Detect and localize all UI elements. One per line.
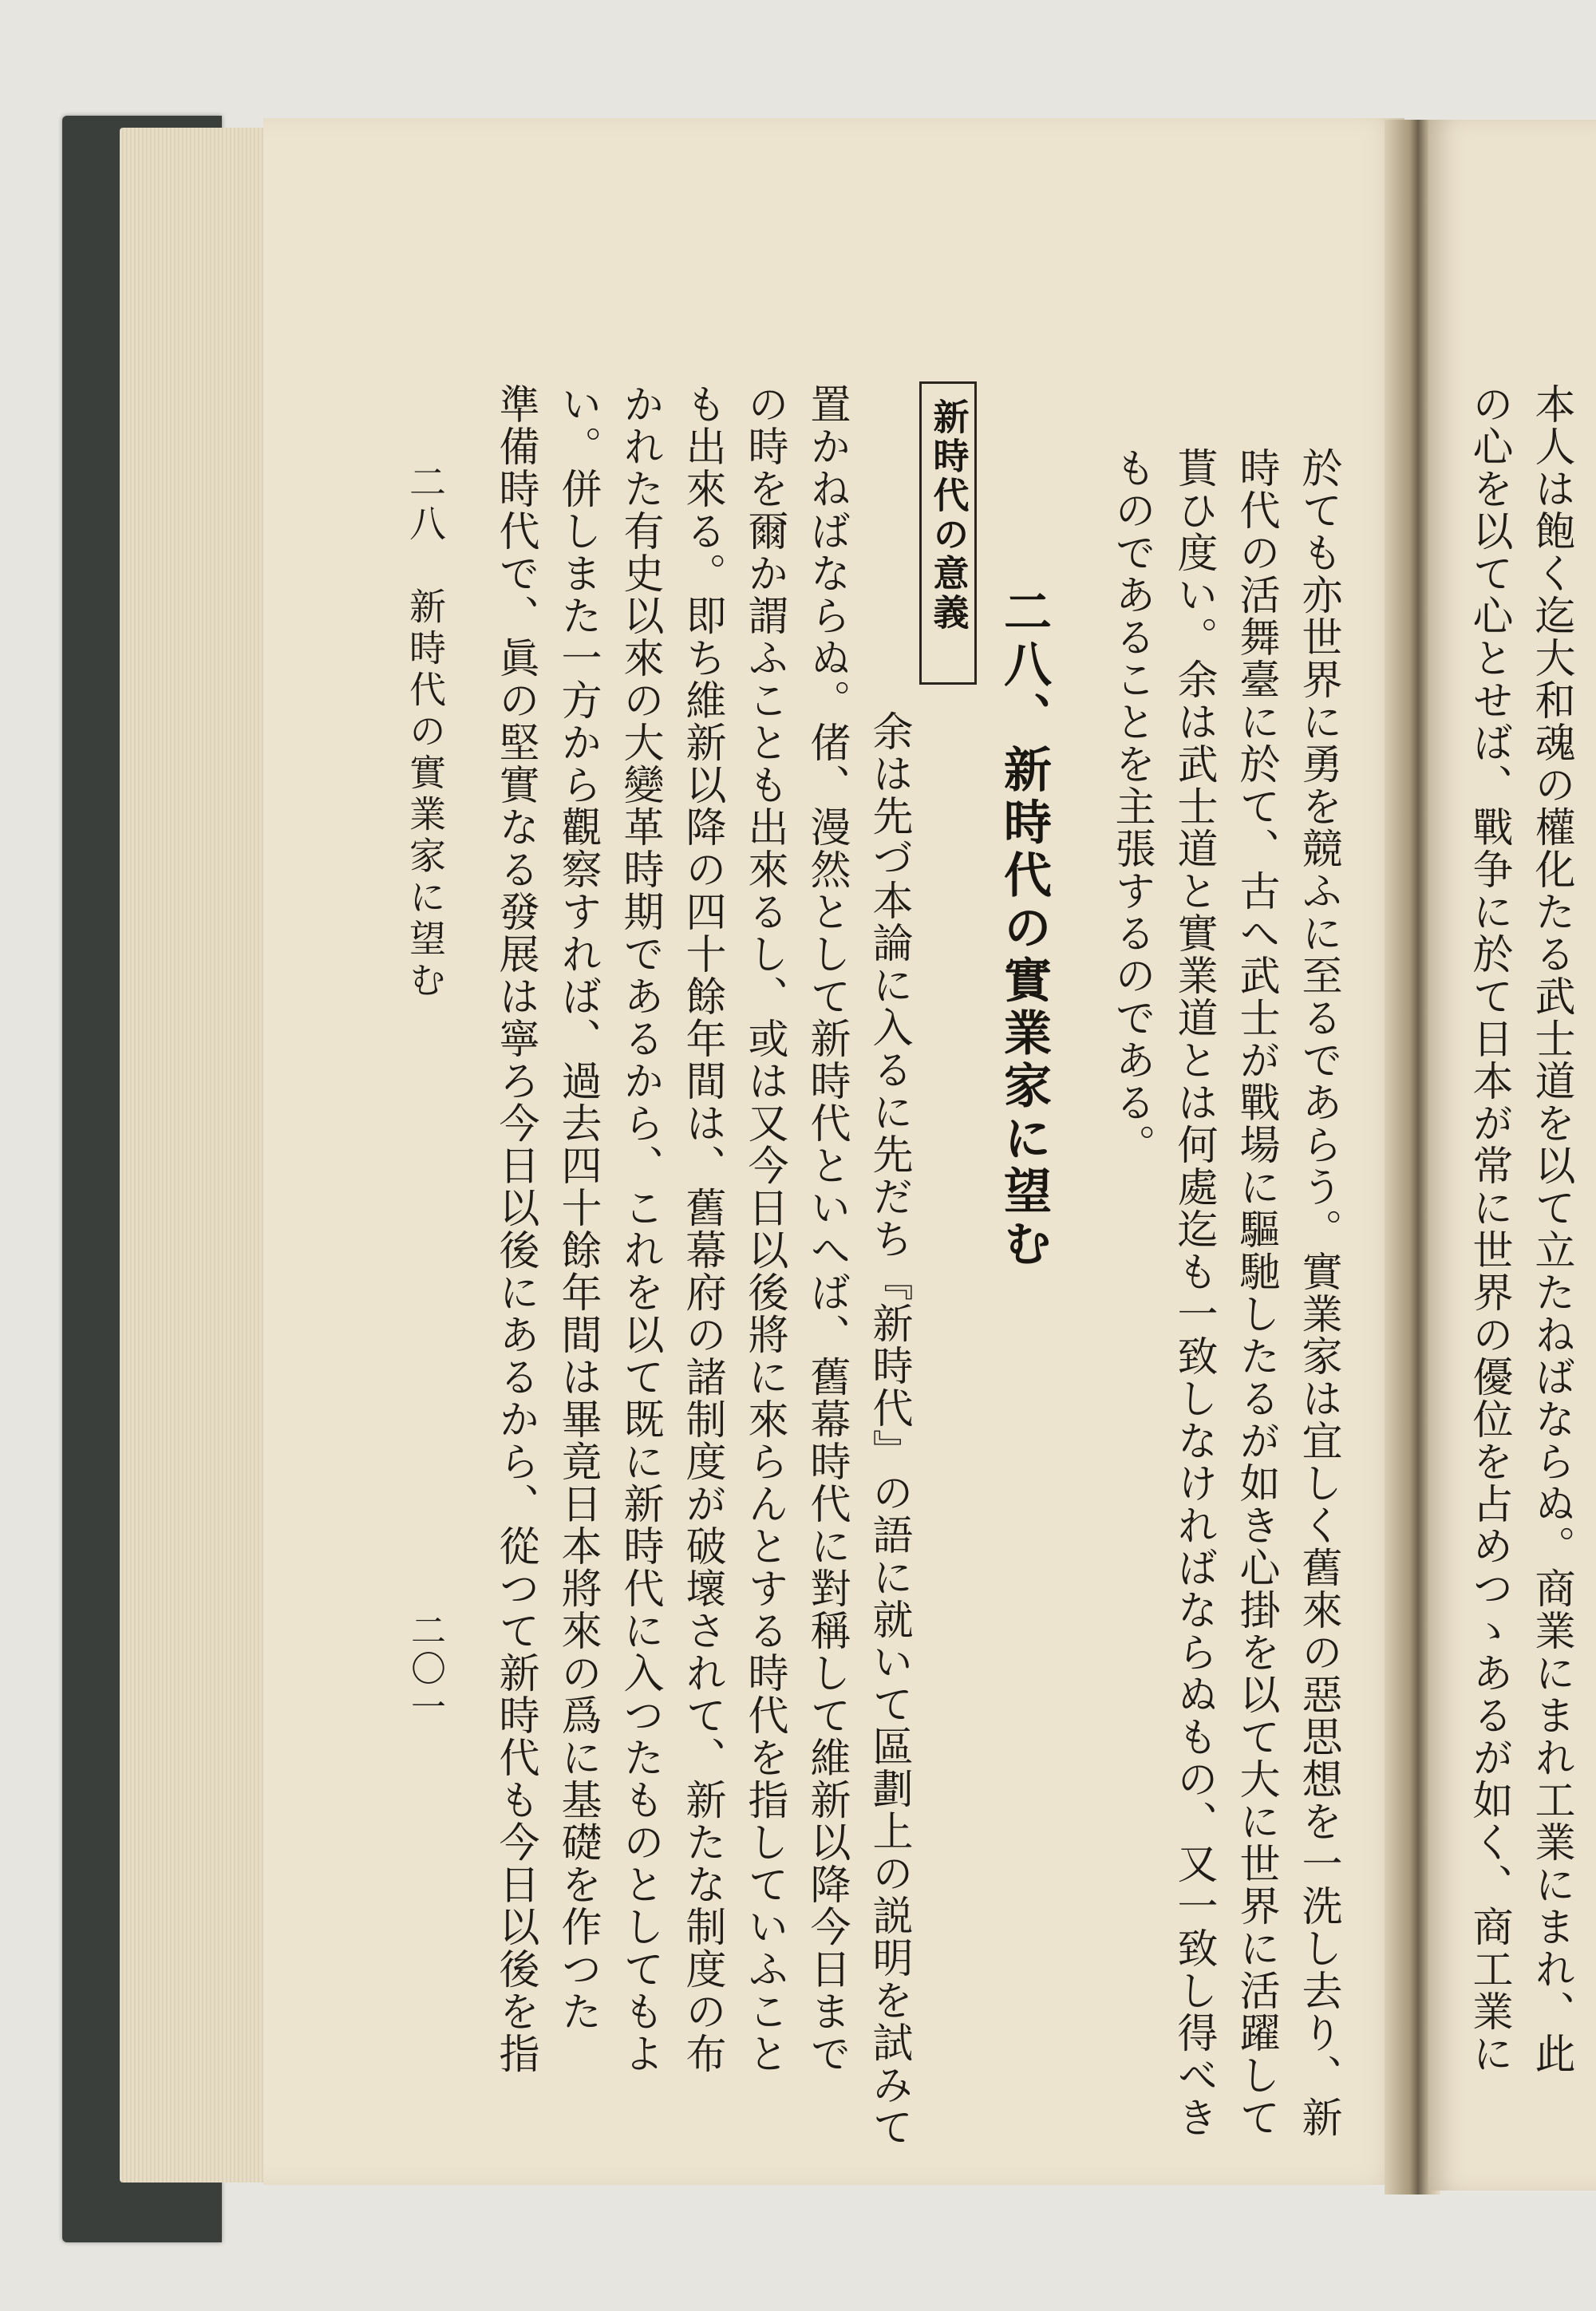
body-line-5: かれた有史以來の大變革時期であるから、これを以て既に新時代に入つたものとしてもよ <box>616 383 663 2075</box>
body-line-7: 準備時代で、眞の堅實なる發展は寧ろ今日以後にあるから、從つて新時代も今日以後を指 <box>492 383 539 2075</box>
running-head: 二八 新時代の實業家に望む <box>404 463 447 1002</box>
body-line-6: い。併しまた一方から觀察すれば、過去四十餘年間は畢竟日本將來の爲に基礎を作つた <box>554 383 601 2032</box>
page-edges <box>120 128 279 2183</box>
page-number: 二〇一 <box>405 1612 445 1727</box>
chapter-heading: 二八、新時代の實業家に望む <box>996 587 1052 1271</box>
body-line-3: の時を爾か謂ふことも出來るし、或は又今日以後將に來らんとする時代を指していふこと <box>741 383 788 2075</box>
intro-line-1: 於ても亦世界に勇を競ふに至るであらう。實業家は宜しく舊來の惡思想を一洗し去り、新 <box>1294 447 1341 2139</box>
section-title: 新時代の意義 <box>926 398 970 633</box>
intro-line-4: ものであることを主張するのである。 <box>1108 447 1155 1166</box>
body-line-2: 置かねばならぬ。偖、漫然として新時代といへば、舊幕時代に對稱して維新以降今日まで <box>803 383 850 2075</box>
right-page-line-2: の心を以て心とせば、戰争に於て日本が常に世界の優位を占めつゝあるが如く、商工業に <box>1465 383 1512 2075</box>
right-page-line-1: 本人は飽く迄大和魂の權化たる武士道を以て立たねばならぬ。商業にまれ工業にまれ、此 <box>1527 383 1574 2075</box>
intro-line-2: 時代の活舞臺に於て、古へ武士が戰場に驅馳したるが如き心掛を以て大に世界に活躍して <box>1232 447 1279 2139</box>
body-line-4: も出來る。即ち維新以降の四十餘年間は、舊幕府の諸制度が破壞されて、新たな制度の布 <box>678 383 725 2075</box>
section-title-box <box>919 381 977 685</box>
body-line-1: 余は先づ本論に入るに先だち『新時代』の語に就いて區劃上の説明を試みて <box>865 710 912 2148</box>
intro-line-3: 貰ひ度い。余は武士道と實業道とは何處迄も一致しなければならぬもの、又一致し得べき <box>1170 447 1217 2139</box>
